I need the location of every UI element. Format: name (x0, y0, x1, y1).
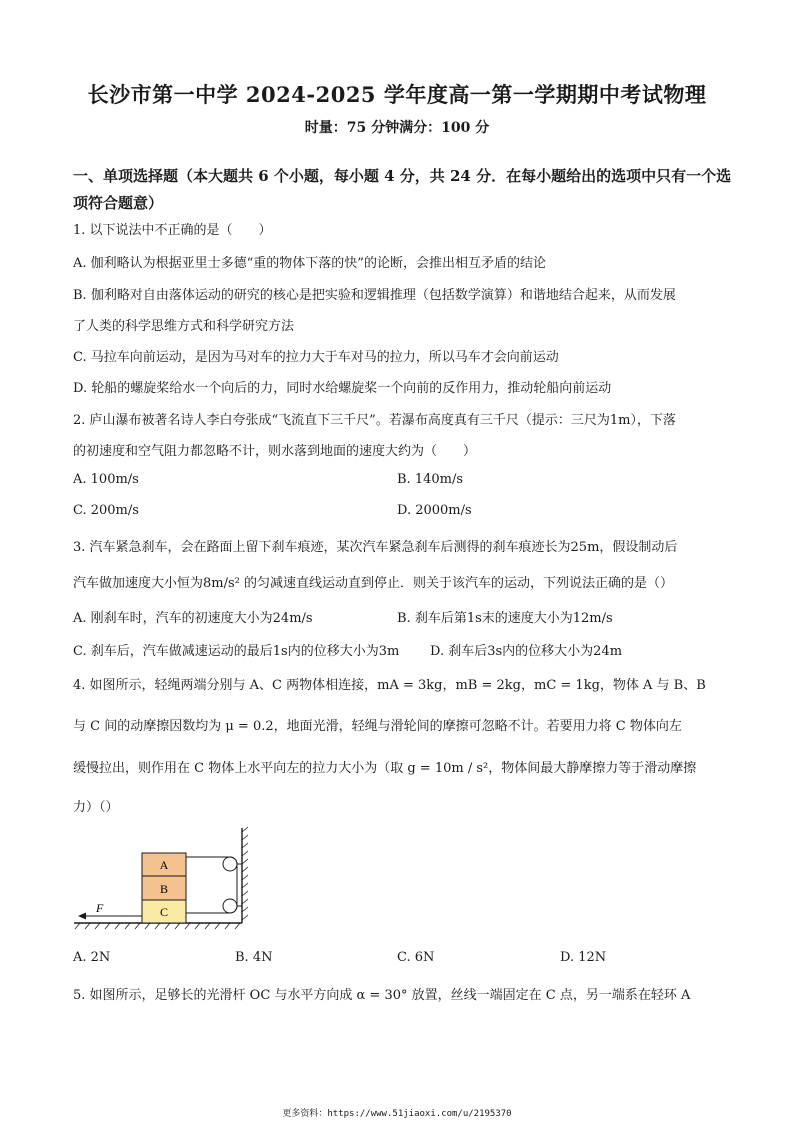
q2-option-b: B. 140m/s (397, 472, 464, 487)
q4-stem-2: 与 C 间的动摩擦因数均为 μ = 0.2，地面光滑，轻绳与滑轮间的摩擦可忽略不计。若要用力将 C 物体向左 (73, 719, 682, 734)
q2-option-c: C. 200m/s (73, 503, 139, 518)
q1-option-b: B. 伽利略对自由落体运动的研究的核心是把实验和逻辑推理（包括数学演算）和谐地结合起来，从而发展 (73, 288, 676, 303)
block-a-label: A (159, 858, 169, 872)
q1-option-b-cont: 了人类的科学思维方式和科学研究方法 (73, 319, 295, 334)
footer-link[interactable]: 更多资料：https://www.51jiaoxi.com/u/2195370 (282, 1109, 512, 1119)
q4-option-b: B. 4N (235, 950, 273, 965)
q1-option-a: A. 伽利略认为根据亚里士多德“重的物体下落的快”的论断，会推出相互矛盾的结论 (73, 256, 546, 271)
q1-option-c: C. 马拉车向前运动，是因为马对车的拉力大于车对马的拉力，所以马车才会向前运动 (73, 350, 559, 365)
section-heading: 一、单项选择题（本大题共 6 个小题，每小题 4 分，共 24 分．在每小题给出的选项中只有一个选项符合题意） (73, 167, 732, 212)
q4-option-a: A. 2N (73, 950, 111, 965)
q4-option-d: D. 12N (560, 950, 607, 965)
q2-option-a: A. 100m/s (73, 472, 139, 487)
exam-subtitle: 时量：75 分钟满分：100 分 (304, 120, 490, 136)
q4-stem-4: 力）（） (73, 800, 119, 815)
force-label: F (96, 901, 104, 915)
q4-stem-3: 缓慢拉出，则作用在 C 物体上水平向左的拉力大小为（取 g = 10m / s²，物体间最大静摩擦力等于滑动摩擦 (73, 761, 697, 776)
exam-title: 长沙市第一中学 2024-2025 学年度高一第一学期期中考试物理 (87, 82, 707, 107)
block-b-label: B (159, 882, 169, 896)
q3-stem-cont: 汽车做加速度大小恒为8m/s² 的匀减速直线运动直到停止．则关于该汽车的运动，下列说法正确的是（） (73, 576, 673, 591)
q3-option-b: B. 刹车后第1s末的速度大小为12m/s (397, 611, 613, 626)
q3-option-d: D. 刹车后3s内的位移大小为24m (430, 644, 623, 659)
q3-option-a: A. 刚刹车时，汽车的初速度大小为24m/s (73, 611, 313, 626)
q4-option-c: C. 6N (397, 950, 435, 965)
q1-stem: 1. 以下说法中不正确的是（ ） (73, 223, 272, 238)
q2-stem-cont: 的初速度和空气阻力都忽略不计，则水落到地面的速度大约为（ ） (73, 444, 477, 459)
q4-stem: 4. 如图所示，轻绳两端分别与 A、C 两物体相连接，mA = 3kg，mB = 2kg，mC = 1kg，物体 A 与 B、B (73, 678, 706, 693)
q4-pulley-diagram (70, 826, 260, 936)
q2-option-d: D. 2000m/s (397, 503, 472, 518)
q2-stem: 2. 庐山瀑布被著名诗人李白夸张成“飞流直下三千尺”。若瀑布高度真有三千尺（提示：三尺为1m），下落 (73, 413, 676, 428)
q5-stem: 5. 如图所示，足够长的光滑杆 OC 与水平方向成 α = 30° 放置，丝线一端固定在 C 点，另一端系在轻环 A (73, 988, 691, 1003)
q3-option-c: C. 刹车后，汽车做减速运动的最后1s内的位移大小为3m (73, 644, 400, 659)
q1-option-d: D. 轮船的螺旋桨给水一个向后的力，同时水给螺旋桨一个向前的反作用力，推动轮船向前运动 (73, 381, 612, 396)
block-c-label: C (159, 905, 169, 919)
q3-stem: 3. 汽车紧急刹车，会在路面上留下刹车痕迹，某次汽车紧急刹车后测得的刹车痕迹长为25m，假设制动后 (73, 540, 678, 555)
